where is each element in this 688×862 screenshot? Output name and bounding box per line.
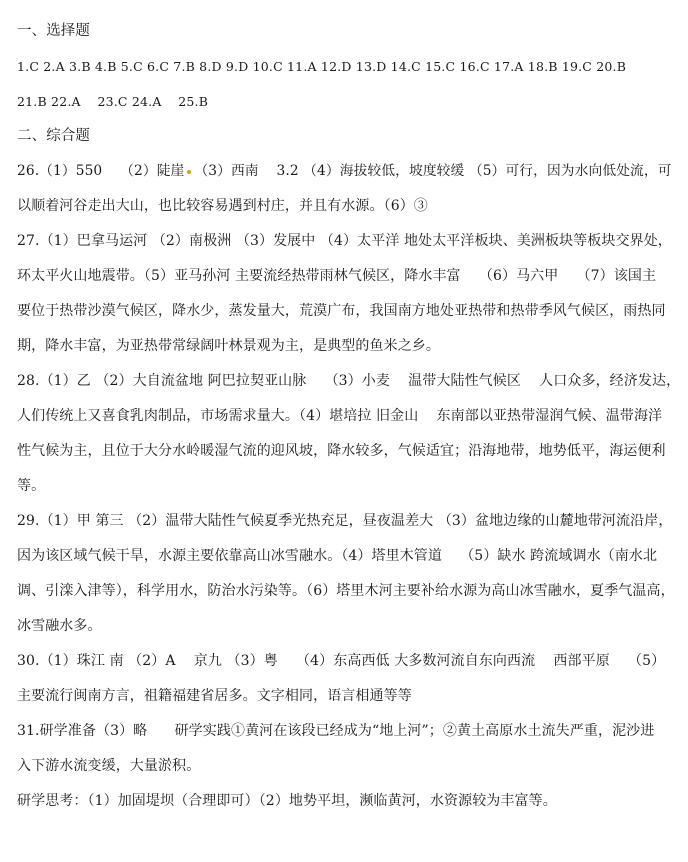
yellow-dot-mark [187,170,191,174]
q29-line-1: 29.（1）甲 第三 （2）温带大陆性气候夏季光热充足，昼夜温差大 （3）盆地边缘的山麓地带河流沿岸， [17,513,673,529]
q28-line-2: 人们传统上又喜食乳肉制品，市场需求量大。（4）堪培拉 旧金山 东南部以亚热带湿润气候、温带海洋 [17,408,663,424]
q26-line-1-part-a: 26.（1）550 （2）陡崖 [17,163,185,179]
q29-line-2: 因为该区域气候干旱，水源主要依靠高山冰雪融水。（4）塔里木管道 （5）缺水 跨流域调水（南水北 [17,548,658,564]
q26-line-2: 以顺着河谷走出大山，也比较容易遇到村庄，并且有水源。（6）③ [17,198,428,214]
q28-line-4: 等。 [17,478,46,494]
q28-line-3: 性气候为主，且位于大分水岭暖湿气流的迎风坡，降水较多，气候适宜；沿海地带，地势低平，海运便利 [17,443,666,459]
q26-line-1-part-b: （3）西南 3.2 （4）海拔较低，坡度较缓 （5）可行，因为水向低处流，可 [194,163,672,179]
section-heading-choice: 一、选择题 [17,23,90,39]
q28-line-1: 28.（1）乙 （2）大自流盆地 阿巴拉契亚山脉 （3）小麦 温带大陆性气候区 人口众多，经济发达， [17,373,681,389]
choice-answers-line-1: 1.C 2.A 3.B 4.B 5.C 6.C 7.B 8.D 9.D 10.C 11.A 12.D 13.D 14.C 15.C 16.C 17.A 18.B 19.C 20.B [17,59,627,74]
q30-line-1: 30.（1）珠江 南 （2）A 京九 （3）粤 （4）东高西低 大多数河流自东向西流 西部平原 （5） [17,653,666,669]
q26-line-1 [17,154,672,189]
q29-line-4: 冰雪融水多。 [17,618,102,634]
q27-line-4: 期，降水丰富，为亚热带常绿阔叶林景观为主，是典型的鱼米之乡。 [17,338,440,354]
section-heading-comprehensive: 二、综合题 [17,128,90,144]
q27-line-1: 27.（1）巴拿马运河 （2）南极洲 （3）发展中 （4）太平洋 地处太平洋板块、美洲板块等板块交界处， [17,233,672,249]
q30-line-2: 主要流行闽南方言，祖籍福建省居多。文字相同，语言相通等等 [17,688,412,704]
q27-line-3: 要位于热带沙漠气候区，降水少，蒸发量大，荒漠广布，我国南方地处亚热带和热带季风气候区，雨热同 [17,303,666,319]
q31-line-3: 研学思考：（1）加固堤坝（合理即可）（2）地势平坦，濒临黄河，水资源较为丰富等。 [17,793,557,809]
q31-line-1: 31.研学准备（3）略 研学实践①黄河在该段已经成为“地上河”；②黄土高原水土流失严重，泥沙进 [17,723,655,739]
q31-line-2: 入下游水流变缓，大量淤积。 [17,758,201,774]
choice-answers-line-2: 21.B 22.A 23.C 24.A 25.B [17,94,209,109]
q27-line-2: 环太平火山地震带。（5）亚马孙河 主要流经热带雨林气候区，降水丰富 （6）马六甲 （7）该国主 [17,268,657,284]
q29-line-3: 调、引滦入津等），科学用水，防治水污染等。（6）塔里木河主要补给水源为高山冰雪融水，夏季气温高， [17,583,675,599]
